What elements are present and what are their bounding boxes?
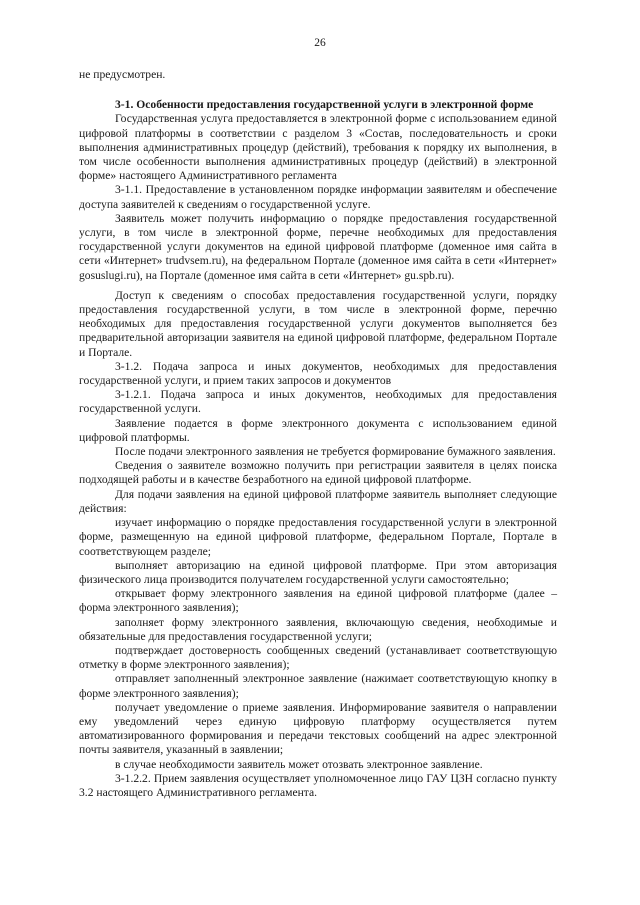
list-item: подтверждает достоверность сообщенных сведений (устанавливает соответствующую отметку в форме электронного заявления); bbox=[79, 643, 557, 672]
page-number: 26 bbox=[314, 37, 326, 49]
paragraph: После подачи электронного заявления не требуется формирование бумажного заявления. bbox=[115, 445, 556, 459]
paragraph: Сведения о заявителе возможно получить при регистрации заявителя в целях поиска подходящей работы и в качестве безработного на единой цифровой платформе. bbox=[79, 459, 557, 487]
paragraph: Доступ к сведениям о способах предоставления государственной услуги, порядку предоставления государственной услуги, в том числе в электронной форме, перечню необходимых для предоставления государственной услуги документов выполняется без предварительной авторизации заявителя на единой цифровой платформе, федеральном Портале и Портале. bbox=[79, 288, 557, 359]
paragraph: Для подачи заявления на единой цифровой платформе заявитель выполняет следующие действия: bbox=[79, 487, 557, 515]
list-item: в случае необходимости заявитель может отозвать электронное заявление. bbox=[115, 757, 483, 771]
list-item: выполняет авторизацию на единой цифровой платформе. При этом авторизация физического лица производится получателем государственной услуги самостоятельно; bbox=[79, 558, 557, 586]
paragraph: 3-1.2.2. Прием заявления осуществляет уполномоченное лицо ГАУ ЦЗН согласно пункту 3.2 настоящего Административного регламента. bbox=[79, 771, 557, 799]
document-body bbox=[79, 68, 557, 800]
list-item: изучает информацию о порядке предоставления государственной услуги в электронной форме, размещенную на единой цифровой платформе, федеральном Портале, Портале в соответствующем разделе; bbox=[79, 516, 557, 558]
list-item: открывает форму электронного заявления на единой цифровой платформе (далее – форма электронного заявления); bbox=[79, 587, 557, 615]
paragraph: Государственная услуга предоставляется в электронной форме с использованием единой цифровой платформы в соответствии с разделом 3 «Состав, последовательность и сроки выполнения административных процедур (действий), требования к порядку их выполнения, в том числе особенности выполнения административных процедур (действий) в электронной форме» настоящего Административного регламента bbox=[79, 112, 557, 183]
list-item: отправляет заполненный электронное заявление (нажимает соответствующую кнопку в форме электронного заявления); bbox=[79, 672, 557, 700]
paragraph: Заявление подается в форме электронного документа с использованием единой цифровой платформы. bbox=[79, 416, 557, 444]
list-item: заполняет форму электронного заявления, включающую сведения, необходимые и обязательные для предоставления государственной услуги; bbox=[79, 615, 557, 643]
paragraph: 3-1.1. Предоставление в установленном порядке информации заявителям и обеспечение доступа заявителей к сведениям о государственной услуге. bbox=[79, 183, 557, 211]
paragraph: 3-1.2. Подача запроса и иных документов, необходимых для предоставления государственной услуги, и прием таких запросов и документов bbox=[79, 359, 557, 388]
paragraph-continuation: не предусмотрен. bbox=[79, 68, 166, 81]
paragraph: Заявитель может получить информацию о порядке предоставления государственной услуги, в том числе в электронной форме, перечне необходимых для предоставления государственной услуги документов на единой цифровой платформе (доменное имя сайта в сети «Интернет» trudvsem.ru), на федеральном Портале (доменное имя сайта в сети «Интернет» gosuslugi.ru), на Портале (доменное имя сайта в сети «Интернет» gu.spb.ru). bbox=[79, 211, 557, 282]
list-item: получает уведомление о приеме заявления. Информирование заявителя о направлении ему уведомлений через единую цифровую платформу осуществляется путем автоматизированного формирования и передачи текстовых сообщений на адрес электронной почты заявителя, указанный в заявлении; bbox=[79, 700, 557, 757]
paragraph: 3-1.2.1. Подача запроса и иных документов, необходимых для предоставления государственной услуги. bbox=[79, 388, 557, 416]
section-heading: 3-1. Особенности предоставления государственной услуги в электронной форме bbox=[115, 98, 534, 112]
